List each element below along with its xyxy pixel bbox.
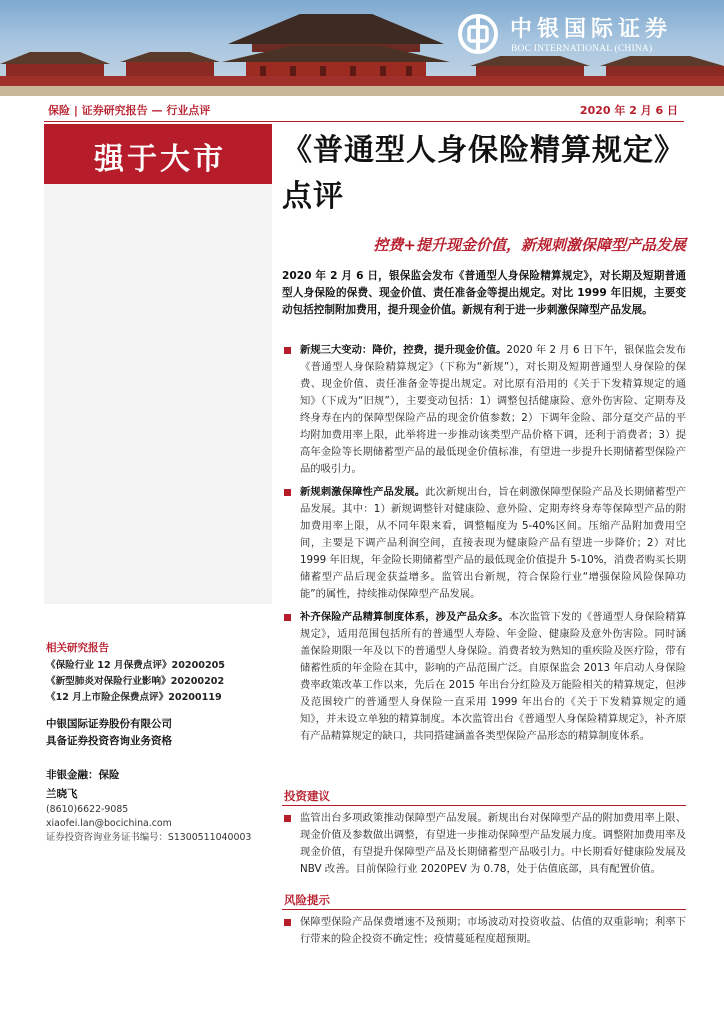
- analyst-phone: (8610)6622-9085: [46, 804, 129, 815]
- summary-paragraph: 2020 年 2 月 6 日，银保监会发布《普通型人身保险精算规定》，对长期及短期普通型人身保险的保费、现金价值、责任准备金等提出规定。对比 1999 年旧规，主要变动包括控制附加费用，提升现金价值。新规有利于进一步刺激保障型产品发展。: [282, 270, 686, 316]
- bullet-square-icon: [284, 614, 291, 621]
- invest-list: [282, 810, 686, 878]
- analyst-license: 证券投资咨询业务证书编号：S1300511040003: [46, 832, 252, 843]
- bullet-heading: 补齐保险产品精算制度体系，涉及产品众多。: [300, 611, 509, 623]
- bullet-item: [282, 810, 686, 878]
- bullet-square-icon: [284, 815, 291, 822]
- related-report-link[interactable]: 《12 月上市险企保费点评》20200119: [46, 692, 222, 703]
- analyst-email[interactable]: xiaofei.lan@bocichina.com: [46, 818, 172, 829]
- related-reports-list: [46, 658, 225, 706]
- company-name: 中银国际证券股份有限公司: [46, 718, 172, 730]
- company-info: [46, 716, 172, 750]
- bullet-item: [282, 914, 686, 948]
- bullet-item: [282, 609, 686, 745]
- section-divider: [282, 805, 686, 806]
- bullet-text: 本次监管下发的《普通型人身保险精算规定》，适用范围包括所有的普通型人寿险、年金险、健康险及意外伤害险。同时涵盖保险期限一年及以下的普通型人身保险。消费者较为熟知的重疾险及医疗险，带有储蓄性质的年金险在其中，影响的产品范围广泛。自原保监会 2013 年启动人身保险费率政策改革工作以来，先后在 2015 年出台分红险及万能险相关的精算规定，但涉及范围较广的普通型人身保险一直采用 1999 年出台的《关于下发精算规定的通知》，并未设立单独的精算制度。本次监管出台《普通型人身保险精算规定》，补齐原有产品精算规定的缺口，共同搭建涵盖各类型保险产品形态的精算制度体系。: [300, 611, 687, 742]
- main-bullet-list: [282, 342, 686, 745]
- brand-name-cn: 中银国际证券: [510, 17, 673, 42]
- invest-text: 监管出台多项政策推动保障型产品发展。新规出台对保障型产品的附加费用率上限、现金价值及参数做出调整，有望进一步推动保障型产品发展力度。调整附加费用率及现金价值，有望提升保障型产品及长期储蓄型产品吸引力。中长期看好健康险发展及 NBV 改善。目前保险行业 2020PEV 为 0.78，处于估值底部，具有配置价值。: [300, 812, 686, 875]
- bullet-text: 此次新规出台，旨在刺激保障型保险产品及长期储蓄型产品发展。其中：1）新规调整针对健康险、意外险、定期寿终身寿等保障型产品的附加费用率上限，从不同年限来看，调整幅度为 5-40%区间。压缩产品附加费用空间，主要是下调产品利润空间，直接表现为健康险产品有望进一步降价；2）对比 1999 年旧规，年金险长期储蓄型产品的最低现金价值提升 5-10%，消费者购买长期储蓄型产品后现金获益增多。监管出台新规，符合保险行业“增强保险风险保障功能”的属性，持续推动保障型产品发展。: [300, 486, 686, 600]
- report-header-bar: [44, 98, 684, 122]
- rating-badge: [44, 124, 272, 184]
- bullet-heading: 新规刺激保障性产品发展。: [300, 486, 426, 498]
- bullet-text: 2020 年 2 月 6 日下午，银保监会发布《普通型人身保险精算规定》（下称为“新规”），对长期及短期普通型人身保险的保费、现金价值、责任准备金等提出规定。对比原有沿用的《关于下发精算规定的通知》（下成为“旧规”），主要变动包括：1）调整包括健康险、意外伤害险、定期寿及终身寿在内的保障型保险产品的现金价值参数；2）下调年金险、部分趸交产品的平均附加费用率上限，此举将进一步推动该类型产品价格下调，还利于消费者；3）提高年金险等长期储蓄型产品的最低现金价值标准，有望进一步提升长期储蓄型保险产品的吸引力。: [300, 344, 686, 475]
- related-report-link[interactable]: 《保险行业 12 月保费点评》20200205: [46, 660, 225, 671]
- related-report-link[interactable]: 《新型肺炎对保险行业影响》20200202: [46, 676, 225, 687]
- bullet-square-icon: [284, 489, 291, 496]
- bullet-square-icon: [284, 919, 291, 926]
- boc-logo-icon: [458, 14, 498, 54]
- risk-text: 保障型保险产品保费增速不及预期；市场波动对投资收益、估值的双重影响；利率下行带来的险企投资不确定性；疫情蔓延程度超预期。: [300, 916, 686, 945]
- risk-list: [282, 914, 686, 948]
- company-qualification: 具备证券投资咨询业务资格: [46, 735, 172, 747]
- bullet-square-icon: [284, 347, 291, 354]
- invest-heading: 投资建议: [284, 789, 330, 803]
- report-title: 《普通型人身保险精算规定》点评: [282, 133, 685, 214]
- rating-label: 强于大市: [94, 142, 226, 177]
- bullet-item: [282, 484, 686, 603]
- header-banner: [0, 0, 724, 96]
- bullet-item: [282, 342, 686, 478]
- section-divider: [282, 909, 686, 910]
- related-reports-heading: 相关研究报告: [46, 642, 109, 654]
- analyst-contact: [46, 803, 251, 845]
- risk-heading: 风险提示: [284, 893, 330, 907]
- report-subtitle: 控费+提升现金价值，新规刺激保障型产品发展: [373, 236, 686, 254]
- industry-label: 非银金融：保险: [46, 769, 120, 781]
- bullet-heading: 新规三大变动：降价，控费，提升现金价值。: [300, 344, 507, 356]
- brand-name-en: BOC INTERNATIONAL (CHINA): [511, 44, 653, 54]
- breadcrumb: 保险 | 证券研究报告 — 行业点评: [48, 104, 211, 117]
- report-date: 2020 年 2 月 6 日: [579, 104, 678, 117]
- analyst-name: 兰晓飞: [46, 788, 78, 800]
